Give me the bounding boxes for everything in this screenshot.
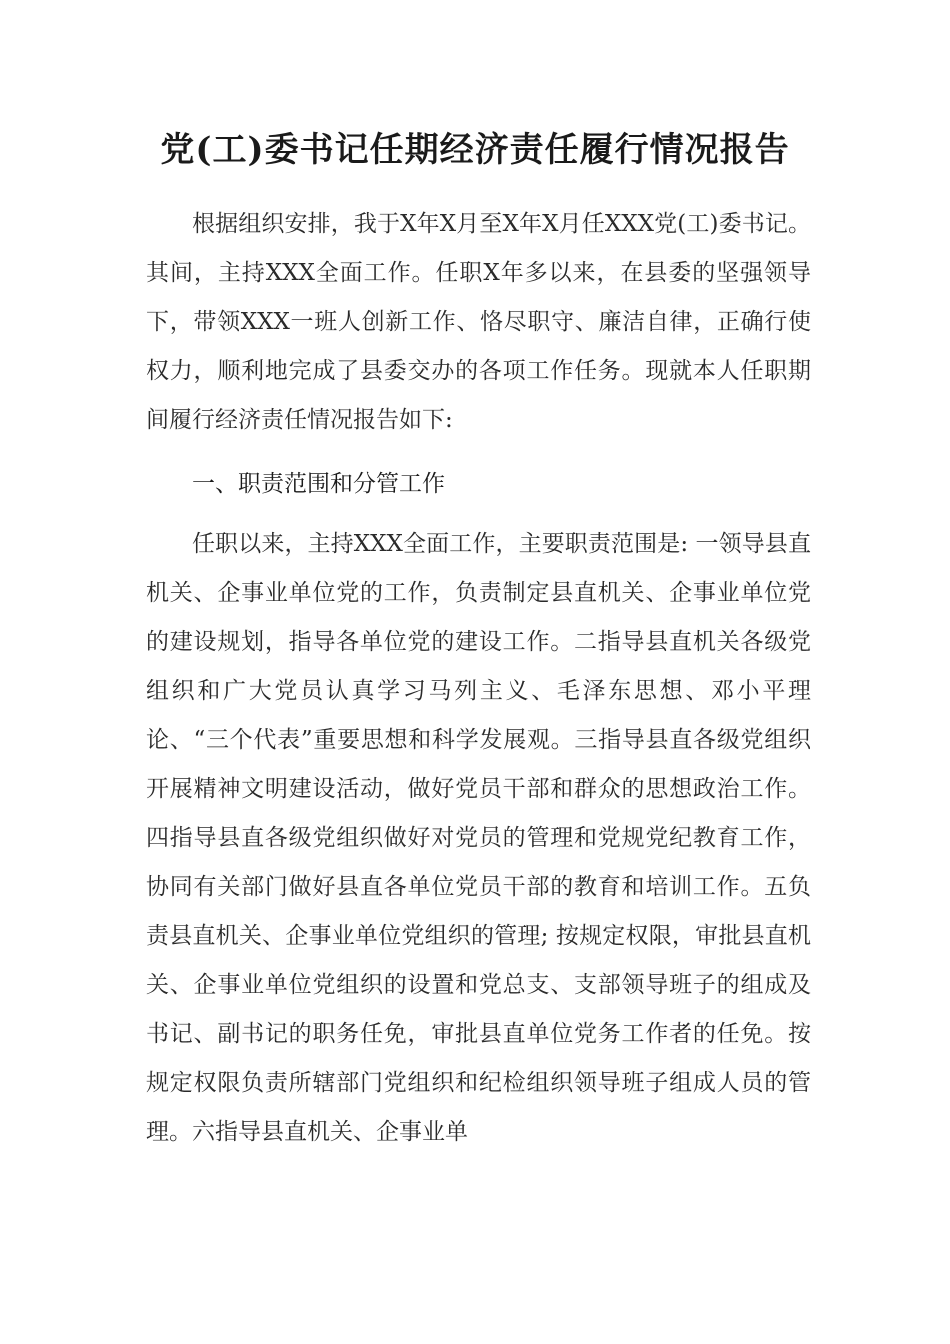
responsibilities-paragraph: 任职以来，主持XXX全面工作，主要职责范围是: 一领导县直机关、企事业单位党的工作，负责制定县直机关、企事业单位党的建设规划，指导各单位党的建设工作。二指导县直机关各级党组织和广大党员认真学习马列主义、毛泽东思想、邓小平理论、“三个代表”重要思想和科学发展观。三指导县直各级党组织开展精神文明建设活动，做好党员干部和群众的思想政治工作。四指导县直各级党组织做好对党员的管理和党规党纪教育工作，协同有关部门做好县直各单位党员干部的教育和培训工作。五负责县直机关、企事业单位党组织的管理; 按规定权限，审批县直机关、企事业单位党组织的设置和党总支、支部领导班子的组成及书记、副书记的职务任免，审批县直单位党务工作者的任免。按规定权限负责所辖部门党组织和纪检组织领导班子组成人员的管理。六指导县直机关、企事业单 — [146, 531, 811, 1145]
intro-paragraph: 根据组织安排，我于X年X月至X年X月任XXX党(工)委书记。其间，主持XXX全面工作。任职X年多以来，在县委的坚强领导下，带领XXX一班人创新工作、恪尽职守、廉洁自律，正确行使权力，顺利地完成了县委交办的各项工作任务。现就本人任职期间履行经济责任情况报告如下: — [146, 211, 811, 433]
document-title: 党(工)委书记任期经济责任履行情况报告 — [160, 130, 790, 170]
section-heading: 一、职责范围和分管工作 — [192, 471, 445, 497]
